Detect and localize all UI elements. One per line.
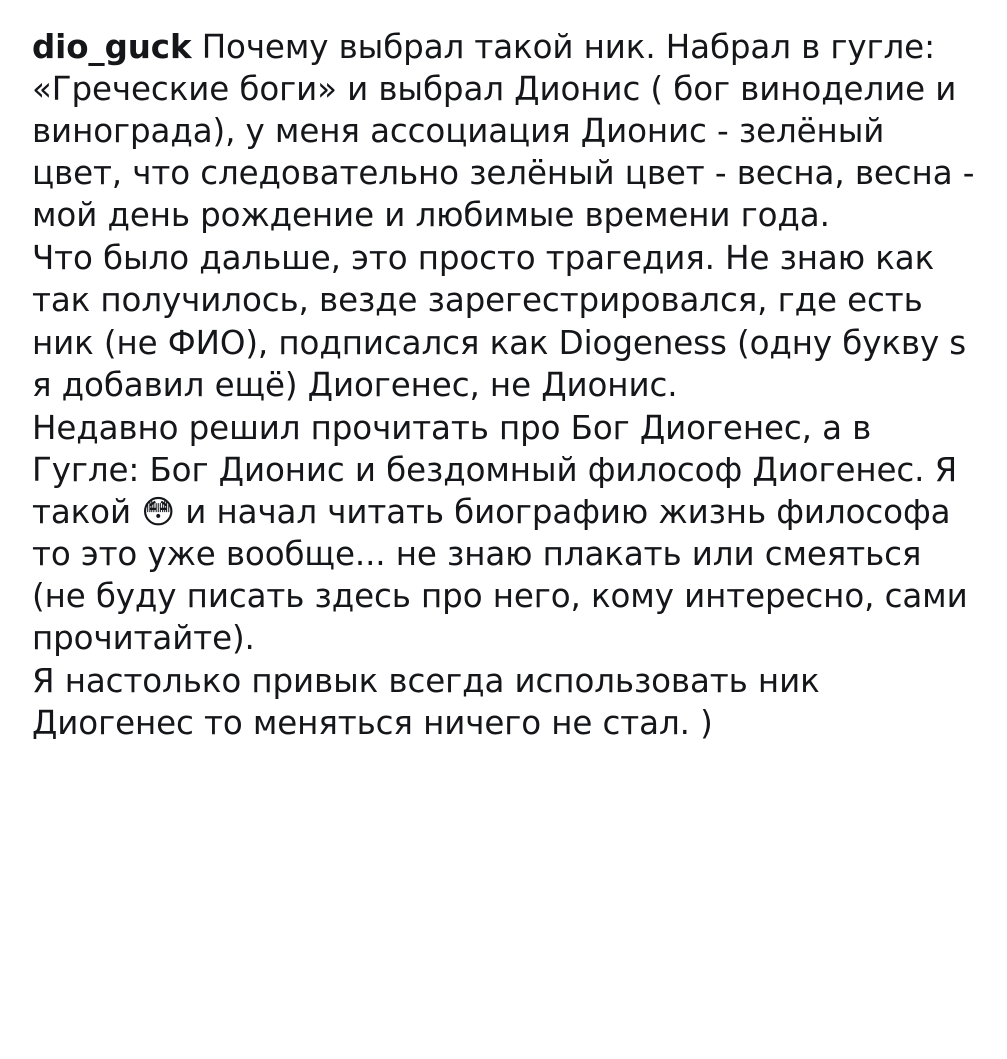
caption-paragraph-4: Я настолько привык всегда использовать ник Диогенес то меняться ничего не стал. ) [32, 662, 820, 743]
caption-text [32, 26, 977, 744]
caption-paragraph-3: Недавно решил прочитать про Бог Диогенес, а в Гугле: Бог Дионис и бездомный философ Диогенес. Я такой 😳 и начал читать биографию жизнь философа то это уже вообще... не знаю плакать или смеяться (не буду писать здесь про него, кому интересно, сами прочитайте). [32, 408, 968, 658]
caption-paragraph-1-text: Почему выбрал такой ник. Набрал в гугле: «Греческие боги» и выбрал Дионис ( бог виноделие и винограда), у меня ассоциация Дионис - зелёный цвет, что следовательно зелёный цвет - весна, весна - мой день рождение и любимые времени года. [32, 28, 975, 235]
caption-paragraph-1 [32, 26, 977, 236]
username-link[interactable]: dio_guck [32, 28, 192, 66]
caption-paragraph-2: Что было дальше, это просто трагедия. Не знаю как так получилось, везде зарегестрировался, где есть ник (не ФИО), подписался как Diogeness (одну букву s я добавил ещё) Диогенес, не Дионис. [32, 239, 967, 404]
